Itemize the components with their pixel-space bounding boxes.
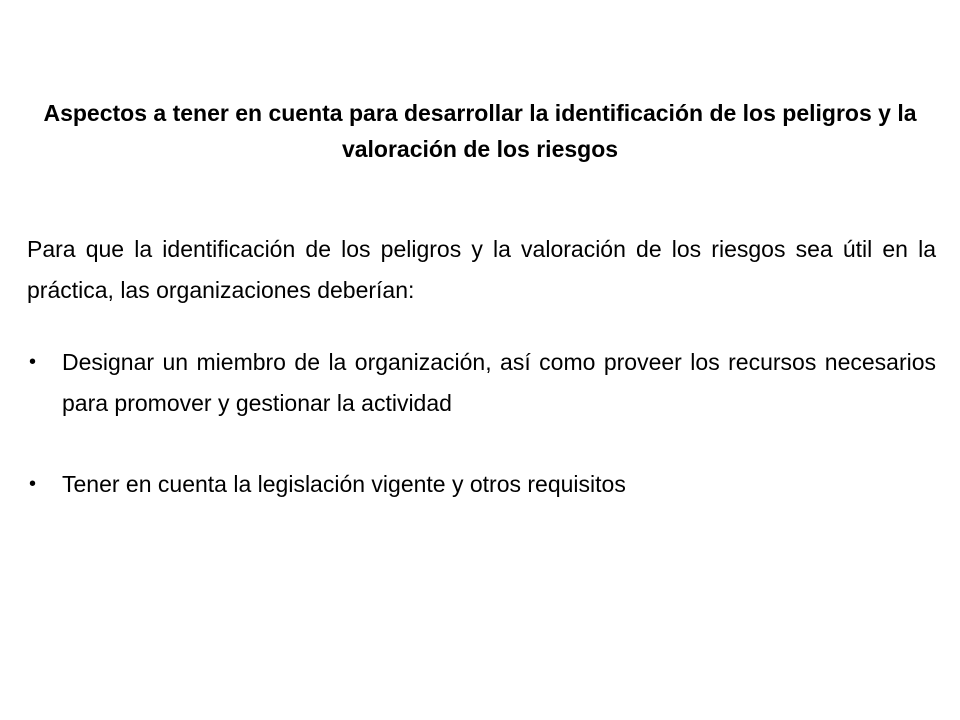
bullet-item	[27, 342, 936, 424]
bullet-list	[27, 342, 936, 505]
bullet-icon: •	[29, 473, 37, 495]
bullet-icon: •	[29, 351, 37, 373]
intro-paragraph: Para que la identificación de los peligros y la valoración de los riesgos sea útil en la práctica, las organizaciones deberían:	[27, 236, 936, 303]
bullet-text: Designar un miembro de la organización, así como proveer los recursos necesarios para promover y gestionar la actividad	[62, 349, 936, 416]
slide-title: Aspectos a tener en cuenta para desarrollar la identificación de los peligros y la valoración de los riesgos	[43, 100, 917, 162]
bullet-item	[27, 464, 936, 505]
bullet-text: Tener en cuenta la legislación vigente y otros requisitos	[62, 471, 626, 497]
